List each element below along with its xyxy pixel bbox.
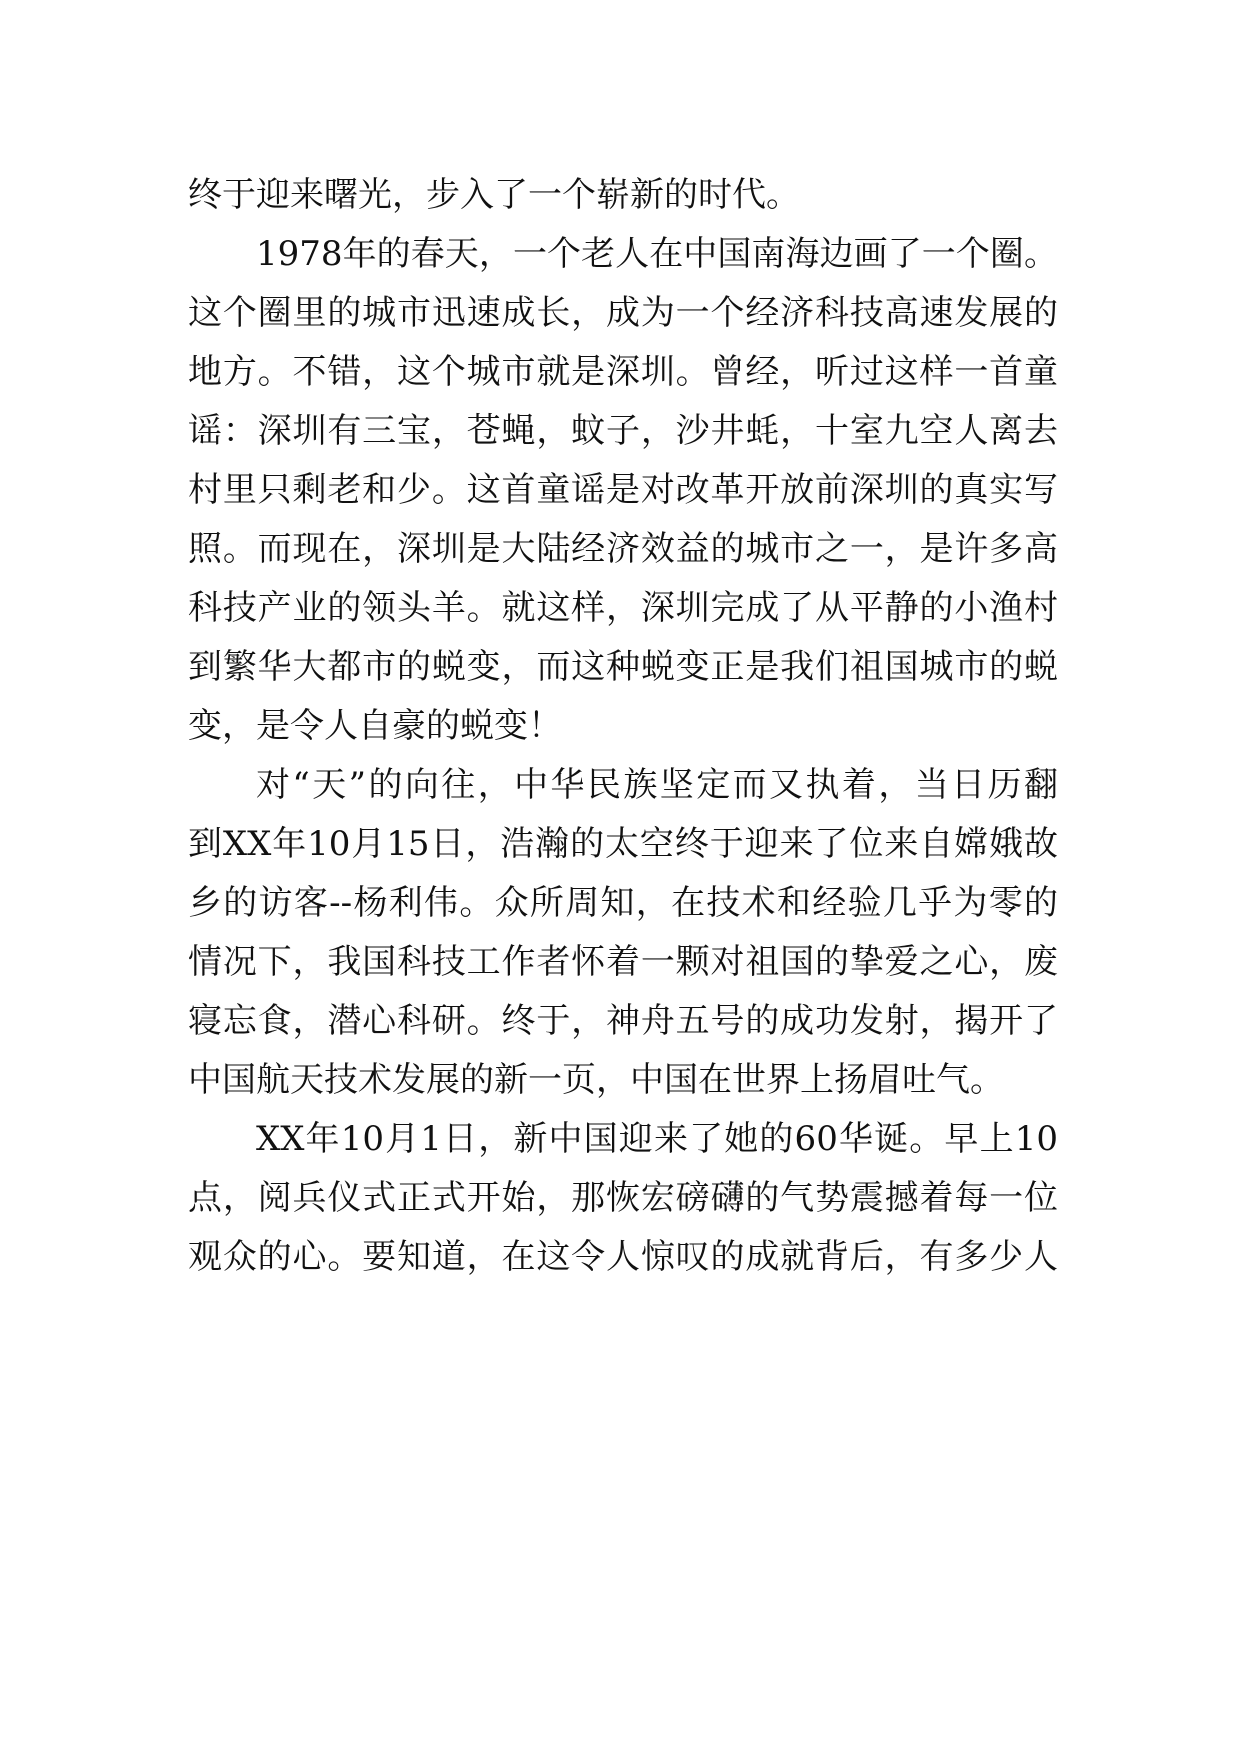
text-line: 照。而现在，深圳是大陆经济效益的城市之一，是许多高 <box>188 529 1058 569</box>
text-line: 变，是令人自豪的蜕变！ <box>188 706 562 746</box>
text-line: XX年10月1日，新中国迎来了她的60华诞。早上10 <box>256 1119 1058 1159</box>
text-line: 村里只剩老和少。这首童谣是对改革开放前深圳的真实写 <box>188 470 1058 510</box>
text-line: 到繁华大都市的蜕变，而这种蜕变正是我们祖国城市的蜕 <box>188 647 1058 687</box>
text-line: 到XX年10月15日，浩瀚的太空终于迎来了位来自嫦娥故 <box>188 824 1058 864</box>
text-line: 地方。不错，这个城市就是深圳。曾经，听过这样一首童 <box>188 352 1058 392</box>
text-line: 情况下，我国科技工作者怀着一颗对祖国的挚爱之心，废 <box>188 942 1058 982</box>
text-line: 这个圈里的城市迅速成长，成为一个经济科技高速发展的 <box>188 293 1058 333</box>
text-line: 终于迎来曙光，步入了一个崭新的时代。 <box>188 175 800 215</box>
body-text <box>188 166 1058 1287</box>
text-line: 寝忘食，潜心科研。终于，神舟五号的成功发射，揭开了 <box>188 1001 1058 1041</box>
text-line: 1978年的春天，一个老人在中国南海边画了一个圈。 <box>256 234 1058 274</box>
text-line: 对“天”的向往，中华民族坚定而又执着，当日历翻 <box>256 765 1058 805</box>
text-line: 点，阅兵仪式正式开始，那恢宏磅礴的气势震撼着每一位 <box>188 1178 1058 1218</box>
text-line: 乡的访客--杨利伟。众所周知，在技术和经验几乎为零的 <box>188 883 1058 923</box>
text-line: 谣：深圳有三宝，苍蝇，蚊子，沙井蚝，十室九空人离去 <box>188 411 1058 451</box>
text-line: 观众的心。要知道，在这令人惊叹的成就背后，有多少人 <box>188 1237 1058 1277</box>
text-line: 科技产业的领头羊。就这样，深圳完成了从平静的小渔村 <box>188 588 1058 628</box>
text-line: 中国航天技术发展的新一页，中国在世界上扬眉吐气。 <box>188 1060 1004 1100</box>
